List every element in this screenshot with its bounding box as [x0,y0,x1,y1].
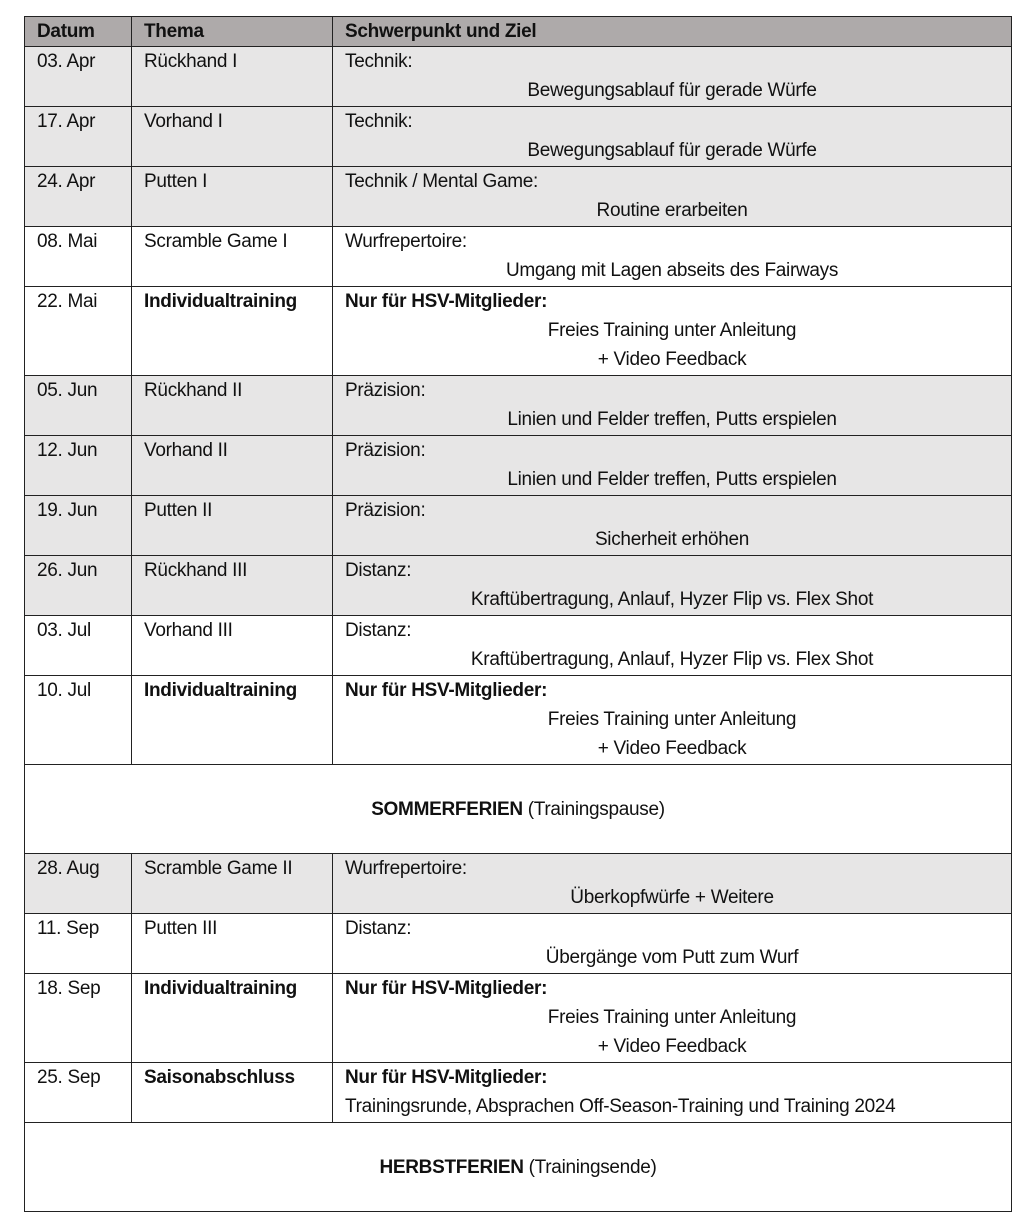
summer-break-title: SOMMERFERIEN [371,798,523,820]
focus-text: Trainingsrunde, Absprachen Off-Season-Training und Training 2024 [345,1096,896,1117]
focus-detail: Überkopfwürfe + Weitere [570,887,774,908]
header-date: Datum [25,17,132,47]
header-focus: Schwerpunkt und Ziel [333,17,1012,47]
focus-title: Technik: [345,51,413,72]
season-end-section [25,1063,1012,1212]
table-row [25,436,1012,496]
focus-title: Technik / Mental Game: [345,171,538,192]
table-row [25,914,1012,974]
header-row [25,17,1012,47]
row-date: 03. Jul [25,616,132,676]
focus-detail: Freies Training unter Anleitung [547,1007,797,1028]
focus-detail: Routine erarbeiten [596,200,748,221]
row-focus [333,227,1012,287]
table-row [25,107,1012,167]
row-focus [333,1063,1012,1123]
table-row [25,287,1012,376]
row-topic: Scramble Game I [132,227,333,287]
row-focus [333,376,1012,436]
focus-detail: Linien und Felder treffen, Putts erspielen [507,409,837,430]
row-date: 17. Apr [25,107,132,167]
row-topic: Individualtraining [132,287,333,376]
focus-detail: + Video Feedback [597,349,747,370]
autumn-break-cell [25,1123,1012,1212]
row-focus [333,167,1012,227]
row-topic: Scramble Game II [132,854,333,914]
focus-detail: Umgang mit Lagen abseits des Fairways [505,260,839,281]
row-focus [333,47,1012,107]
row-focus [333,496,1012,556]
focus-detail: Sicherheit erhöhen [594,529,750,550]
summer-break-row [25,765,1012,854]
row-topic: Putten III [132,914,333,974]
focus-title: Präzision: [345,380,426,401]
summer-break-cell [25,765,1012,854]
row-date: 18. Sep [25,974,132,1063]
row-date: 08. Mai [25,227,132,287]
focus-title: Distanz: [345,918,412,939]
table-row [25,227,1012,287]
row-topic: Individualtraining [132,974,333,1063]
row-topic: Rückhand I [132,47,333,107]
row-topic: Rückhand II [132,376,333,436]
focus-detail: + Video Feedback [597,738,747,759]
schedule-body-after-summer [25,854,1012,1063]
focus-title: Nur für HSV-Mitglieder: [345,1067,548,1088]
row-date: 22. Mai [25,287,132,376]
table-row [25,974,1012,1063]
table-row [25,854,1012,914]
autumn-break-title: HERBSTFERIEN [379,1156,524,1178]
schedule-body-before-summer [25,47,1012,765]
summer-break-note: (Trainingspause) [522,798,665,820]
focus-title: Nur für HSV-Mitglieder: [345,680,548,701]
focus-detail: + Video Feedback [597,1036,747,1057]
table-row-season-end [25,1063,1012,1123]
focus-title: Präzision: [345,440,426,461]
row-date: 10. Jul [25,676,132,765]
row-date: 24. Apr [25,167,132,227]
focus-detail: Bewegungsablauf für gerade Würfe [527,80,817,101]
table-row [25,616,1012,676]
row-focus [333,616,1012,676]
table-row [25,47,1012,107]
row-date: 19. Jun [25,496,132,556]
row-focus [333,287,1012,376]
row-focus [333,974,1012,1063]
focus-title: Präzision: [345,500,426,521]
focus-title: Nur für HSV-Mitglieder: [345,978,548,999]
row-date: 28. Aug [25,854,132,914]
table-row [25,167,1012,227]
row-topic: Putten II [132,496,333,556]
row-focus [333,854,1012,914]
table-row [25,496,1012,556]
focus-title: Distanz: [345,560,412,581]
row-date: 25. Sep [25,1063,132,1123]
row-focus [333,914,1012,974]
row-focus [333,676,1012,765]
focus-detail: Bewegungsablauf für gerade Würfe [527,140,817,161]
row-date: 05. Jun [25,376,132,436]
training-schedule-table [24,16,1012,1212]
focus-detail: Freies Training unter Anleitung [547,709,797,730]
focus-title: Wurfrepertoire: [345,231,467,252]
row-topic: Vorhand II [132,436,333,496]
summer-break-section [25,765,1012,854]
row-topic: Putten I [132,167,333,227]
focus-detail: Freies Training unter Anleitung [547,320,797,341]
row-topic: Vorhand I [132,107,333,167]
row-date: 03. Apr [25,47,132,107]
table-row [25,556,1012,616]
row-date: 12. Jun [25,436,132,496]
row-date: 11. Sep [25,914,132,974]
focus-detail: Kraftübertragung, Anlauf, Hyzer Flip vs. Flex Shot [470,649,874,670]
row-topic: Individualtraining [132,676,333,765]
table-row [25,676,1012,765]
row-date: 26. Jun [25,556,132,616]
focus-detail: Linien und Felder treffen, Putts erspielen [507,469,837,490]
row-focus [333,436,1012,496]
row-topic: Vorhand III [132,616,333,676]
header-topic: Thema [132,17,333,47]
autumn-break-note: (Trainingsende) [523,1156,657,1178]
row-focus [333,556,1012,616]
focus-detail: Übergänge vom Putt zum Wurf [545,947,799,968]
focus-detail: Kraftübertragung, Anlauf, Hyzer Flip vs. Flex Shot [470,589,874,610]
autumn-break-row [25,1123,1012,1212]
focus-title: Distanz: [345,620,412,641]
focus-title: Technik: [345,111,413,132]
row-topic: Saisonabschluss [132,1063,333,1123]
table-row [25,376,1012,436]
row-topic: Rückhand III [132,556,333,616]
focus-title: Nur für HSV-Mitglieder: [345,291,548,312]
row-focus [333,107,1012,167]
focus-title: Wurfrepertoire: [345,858,467,879]
